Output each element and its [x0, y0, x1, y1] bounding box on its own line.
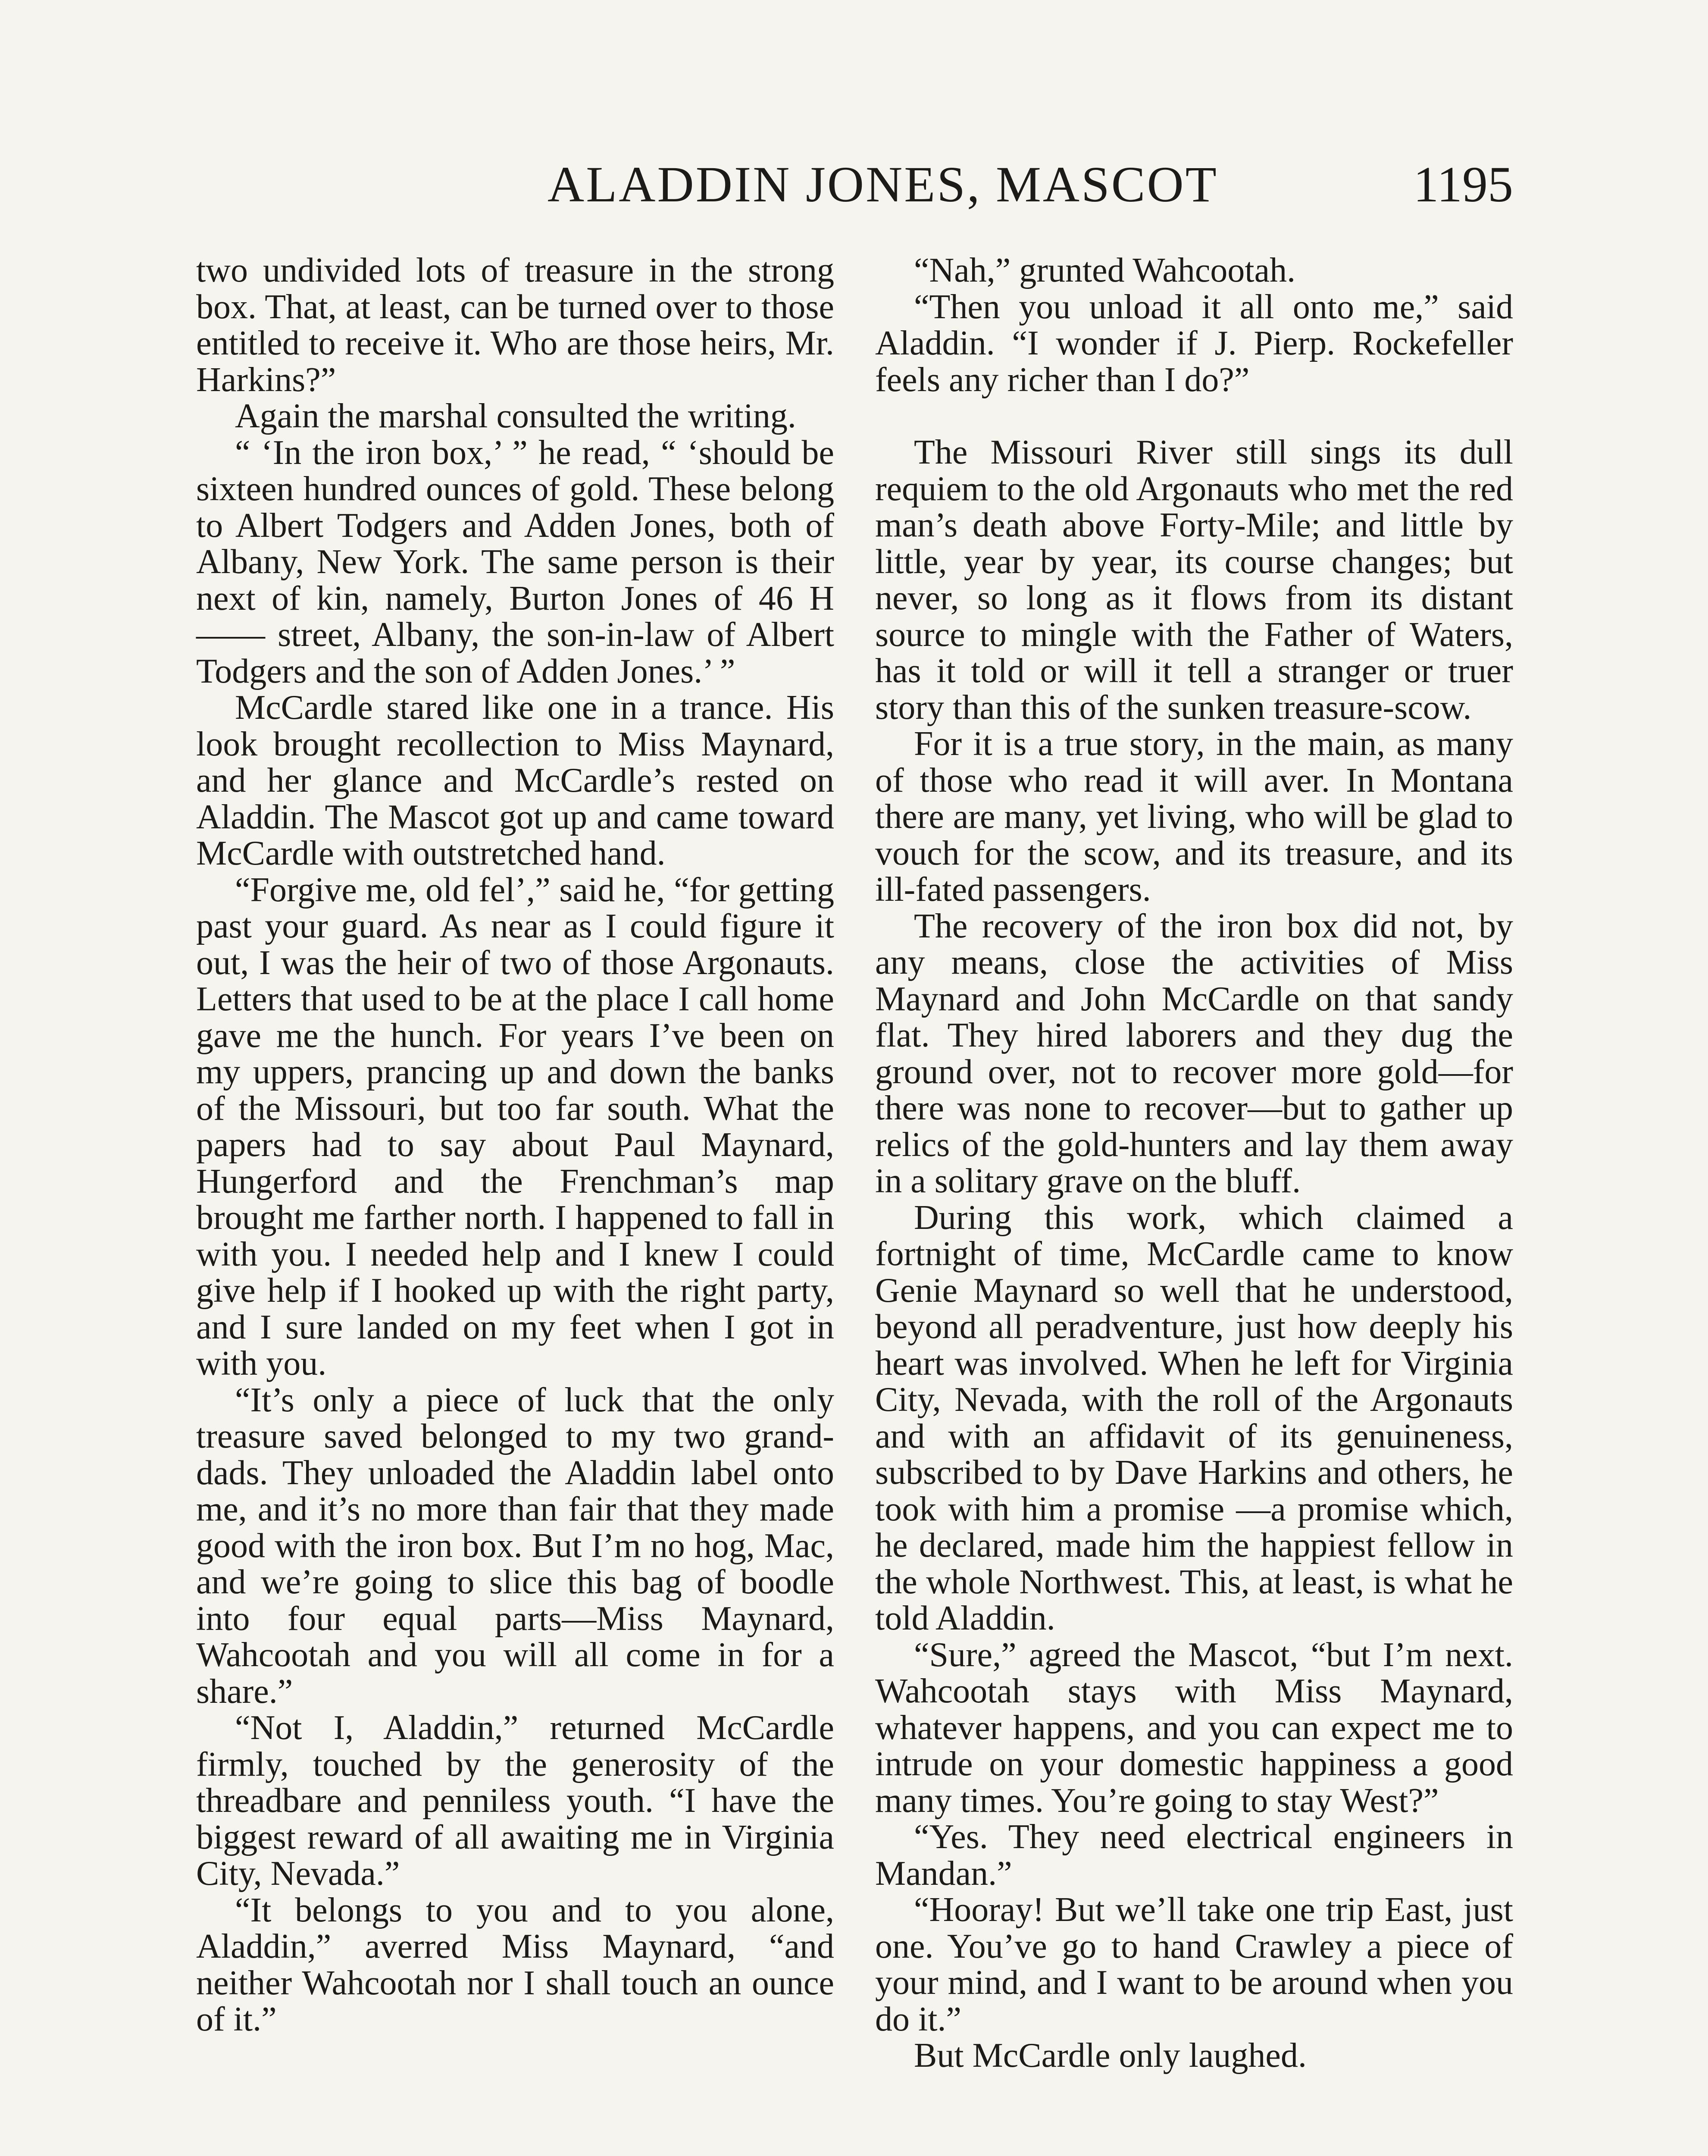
paragraph: For it is a true story, in the main, as many of those who read it will aver. In Montana there are many, yet living, who will be glad to vouch for the scow, and its treasure, and its ill-fated passengers.	[875, 725, 1513, 909]
paragraph: “Hooray! But we’ll take one trip East, just one. You’ve go to hand Crawley a piece of your mind, and I want to be around when you do it.”	[875, 1891, 1513, 2038]
page-number: 1195	[1413, 156, 1513, 213]
paragraph: “It belongs to you and to you alone, Aladdin,” averred Miss Maynard, “and neither Wahcootah nor I shall touch an ounce of it.”	[196, 1891, 834, 2038]
running-title: ALADDIN JONES, MASCOT	[547, 156, 1218, 213]
paragraph: “ ‘In the iron box,’ ” he read, “ ‘should be sixteen hundred ounces of gold. These belong to Albert Todgers and Adden Jones, both of Albany, New York. The same person is their next of kin, namely, Burton Jones of 46 H—— street, Albany, the son-in-law of Albert Todgers and the son of Adden Jones.’ ”	[196, 433, 834, 690]
paragraph: The recovery of the iron box did not, by any means, close the activities of Miss Maynard and John McCardle on that sandy flat. They hired laborers and they dug the ground over, not to recover more gold—for there was none to recover—but to gather up relics of the gold-hunters and lay them away in a solitary grave on the bluff.	[875, 907, 1513, 1200]
paragraph: But McCardle only laughed.	[914, 2037, 1307, 2075]
paragraph: “Yes. They need electrical engineers in Mandan.”	[875, 1818, 1513, 1893]
paragraph: “Sure,” agreed the Mascot, “but I’m next. Wahcootah stays with Miss Maynard, whatever happens, and you can expect me to intrude on your domestic happiness a good many times. You’re going to stay West?”	[875, 1636, 1513, 1820]
paragraph: The Missouri River still sings its dull requiem to the old Argonauts who met the red man’s death above Forty-Mile; and little by little, year by year, its course changes; but never, so long as it flows from its distant source to mingle with the Father of Waters, has it told or will it tell a stranger or truer story than this of the sunken treasure-scow.	[875, 433, 1513, 727]
paragraph: During this work, which claimed a fortnight of time, McCardle came to know Genie Maynard so well that he understood, beyond all peradventure, just how deeply his heart was involved. When he left for Virginia City, Nevada, with the roll of the Argonauts and with an affidavit of its genuineness, subscribed to by Dave Harkins and others, he took with him a promise —a promise which, he declared, made him the happiest fellow in the whole Northwest. This, at least, is what he told Aladdin.	[875, 1198, 1513, 1637]
paragraph: “Then you unload it all onto me,” said Aladdin. “I wonder if J. Pierp. Rockefeller feels any richer than I do?”	[875, 288, 1513, 399]
page-header	[190, 155, 1513, 224]
paragraph: “It’s only a piece of luck that the only treasure saved belonged to my two grand-dads. They unloaded the Aladdin label onto me, and it’s no more than fair that they made good with the iron box. But I’m no hog, Mac, and we’re going to slice this bag of boodle into four equal parts—Miss Maynard, Wahcootah and you will all come in for a share.”	[196, 1381, 834, 1711]
paragraph: “Forgive me, old fel’,” said he, “for getting past your guard. As near as I could figure it out, I was the heir of two of those Argonauts. Letters that used to be at the place I call home gave me the hunch. For years I’ve been on my uppers, prancing up and down the banks of the Missouri, but too far south. What the papers had to say about Paul Maynard, Hungerford and the Frenchman’s map brought me farther north. I happened to fall in with you. I needed help and I knew I could give help if I hooked up with the right party, and I sure landed on my feet when I got in with you.	[196, 871, 834, 1382]
paragraph: “Not I, Aladdin,” returned McCardle firmly, touched by the generosity of the threadbare and penniless youth. “I have the biggest reward of all awaiting me in Virginia City, Nevada.”	[196, 1709, 834, 1893]
paragraph: “Nah,” grunted Wahcootah.	[914, 251, 1296, 289]
left-column	[196, 252, 834, 2038]
paragraph: Again the marshal consulted the writing.	[235, 397, 796, 435]
right-column	[875, 252, 1513, 2074]
paragraph: McCardle stared like one in a trance. His look brought recollection to Miss Maynard, and her glance and McCardle’s rested on Aladdin. The Mascot got up and came toward McCardle with outstretched hand.	[196, 689, 834, 872]
paragraph: two undivided lots of treasure in the strong box. That, at least, can be turned over to those entitled to receive it. Who are those heirs, Mr. Harkins?”	[196, 251, 834, 399]
